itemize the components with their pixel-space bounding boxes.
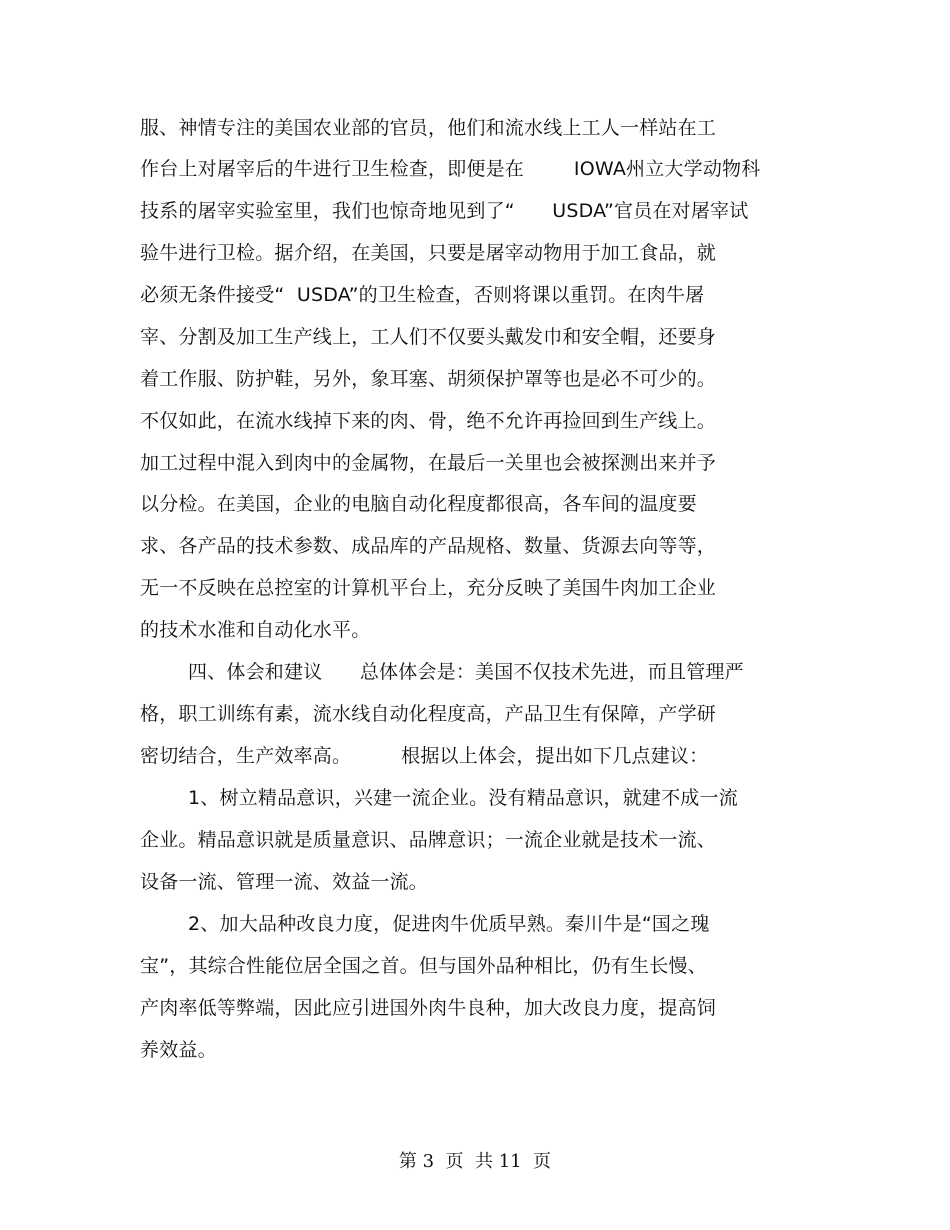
suggestion-2-line-4: 养效益。 [140,1039,217,1061]
suggestion-1-line-2: 企业。精品意识就是质量意识、品牌意识；一流企业就是技术一流、 [140,829,717,851]
text-line-13: 的技术水准和自动化水平。 [140,619,371,641]
text-line-8: 不仅如此，在流水线掉下来的肉、骨，绝不允许再捡回到生产线上。 [140,410,717,432]
suggestion-2-line-2: 宝”，其综合性能位居全国之首。但与国外品种相比，仍有生长慢、 [140,955,707,977]
text-line-11: 求、各产品的技术参数、成品库的产品规格、数量、货源去向等等， [140,535,717,557]
section-heading-line: 四、体会和建议 总体体会是：美国不仅技术先进，而且管理严 [188,661,744,683]
text-line-12: 无一不反映在总控室的计算机平台上，充分反映了美国牛肉加工企业 [140,577,717,599]
text-line-16: 密切结合，生产效率高。 根据以上体会，提出如下几点建议： [140,745,709,767]
text-line-10: 以分检。在美国，企业的电脑自动化程度都很高，各车间的温度要 [140,493,697,515]
text-line-4: 验牛进行卫检。据介绍，在美国，只要是屠宰动物用于加工食品，就 [140,242,717,264]
page-footer: 第 3 页 共 11 页 [398,1151,552,1172]
suggestion-2-line-1: 2、加大品种改良力度，促进肉牛优质早熟。秦川牛是“国之瑰 [188,913,710,935]
text-line-15: 格，职工训练有素，流水线自动化程度高，产品卫生有保障，产学研 [140,703,717,725]
suggestion-1-line-1: 1、树立精品意识，兴建一流企业。没有精品意识，就建不成一流 [188,787,738,809]
text-line-5: 必须无条件接受“ USDA”的卫生检查，否则将课以重罚。在肉牛屠 [140,284,705,306]
text-line-2: 作台上对屠宰后的牛进行卫生检查，即便是在 IOWA州立大学动物科 [140,158,761,180]
text-line-6: 宰、分割及加工生产线上，工人们不仅要头戴发巾和安全帽，还要身 [140,326,717,348]
text-line-7: 着工作服、防护鞋，另外，象耳塞、胡须保护罩等也是必不可少的。 [140,368,717,390]
text-line-3: 技系的屠宰实验室里，我们也惊奇地见到了“ USDA”官员在对屠宰试 [140,200,749,222]
suggestion-2-line-3: 产肉率低等弊端，因此应引进国外肉牛良种，加大改良力度，提高饲 [140,997,717,1019]
suggestion-1-line-3: 设备一流、管理一流、效益一流。 [140,871,429,893]
text-line-1: 服、神情专注的美国农业部的官员，他们和流水线上工人一样站在工 [140,117,717,139]
text-line-9: 加工过程中混入到肉中的金属物，在最后一关里也会被探测出来并予 [140,452,717,474]
